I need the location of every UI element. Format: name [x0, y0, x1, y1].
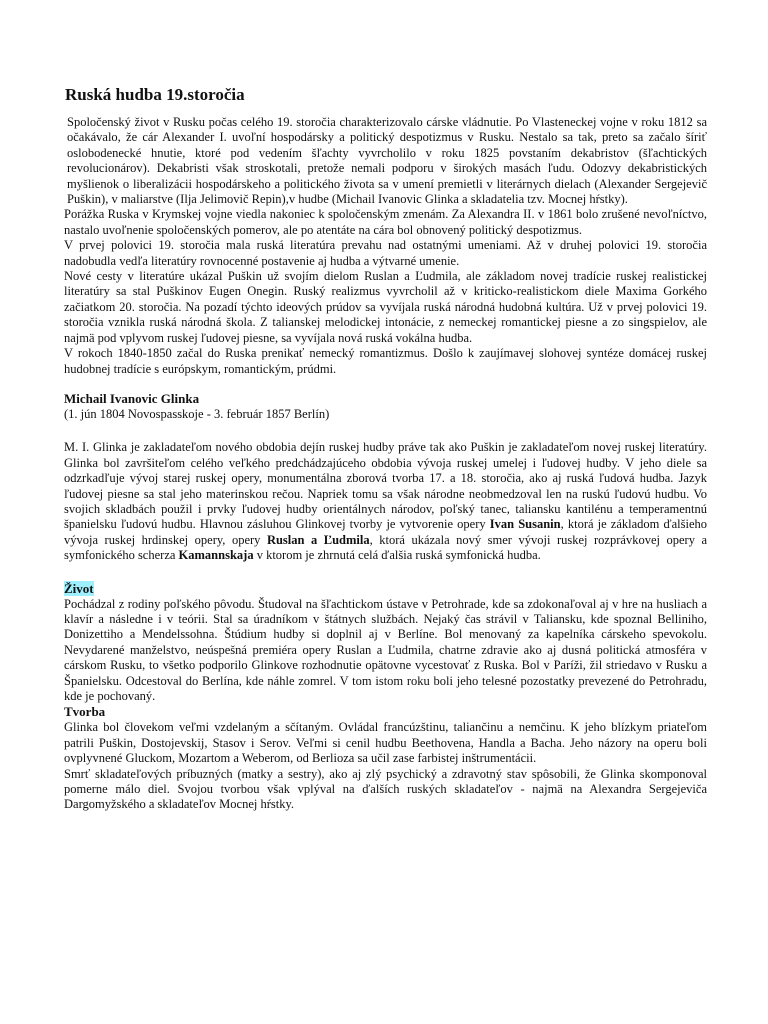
work-title-kamarinskaja: Kamannskaja: [178, 548, 254, 563]
bio-text: v ktorom je zhrnutá celá ďalšia ruská symfonická hudba.: [253, 548, 541, 563]
bio-text: , ktorá je základom ďalšieho vývoja ruskej hrdinskej opery, opery: [64, 517, 707, 547]
intro-paragraph: V prvej polovici 19. storočia mala ruská literatúra prevahu nad ostatnými umeniami. Až v druhej polovici 19. storočia nadobudla vedľa literatúry rovnocenné postavenie aj hudba a výtvarné umenie.: [64, 238, 707, 268]
opera-title-ruslan: Ruslan a Ľudmila: [266, 532, 370, 547]
glinka-bio: [64, 440, 707, 563]
document-content: [64, 84, 707, 813]
bio-text: , ktorá ukázala nový smer vývoji ruskej rozprávkovej opery a symfonického scherza: [64, 532, 708, 563]
spacer: [64, 564, 707, 581]
page-title: Ruská hudba 19.storočia: [65, 85, 245, 104]
bio-text: M. I. Glinka je zakladateľom nového obdobia dejín ruskej hudby práve tak ako Puškin je zakladateľom novej ruskej literatúry. Glinka bol završiteľom celého veľkého predchádzajúceho obdobia vývoja ruskej umelej i ľudovej hudby. V jeho diele sa odzrkadľuje vývoj starej ruskej opery, monumentálna zborová tvorba 17. a 18. storočia, ako aj ruská ľudová hudba. Jazyk ľudovej piesne sa stal jeho materinskou rečou. Napriek tomu sa však národne neobmedzoval len na ruskú ľudovú hudbu. Vo svojich skladbách použil i prvky ľudovej hudby orientálnych národov, poľský tanec, taliansku kantilénu a temperamentnú španielsku ľudovú hudbu. Hlavnou zásluhou Glinkovej tvorby je vytvorenie opery: [64, 440, 707, 532]
section-heading-glinka: Michail Ivanovic Glinka: [64, 390, 200, 406]
opera-title-ivan-susanin: Ivan Susanin: [489, 517, 561, 532]
spacer: [64, 422, 707, 440]
highlighted-heading: Život: [64, 580, 94, 596]
intro-paragraph: Nové cesty v literatúre ukázal Puškin už svojím dielom Ruslan a Ľudmila, ale základom novej tradície ruskej realistickej literatúry sa stal Puškinov Eugen Onegin. Ruský realizmus vyvrcholil až v kriticko-realistickom diele Maxima Gorkého začiatkom 20. storočia. Na pozadí týchto ideových prúdov sa vyvíjala ruská národná hudobná kultúra. Už v prvej polovici 19. storočia vznikla ruská národná škola. Z talianskej melodickej intonácie, z nemeckej romantickej piesne a zo singspielov, ale najmä pod vplyvom ruskej ľudovej piesne, sa vyvíjala nová ruská vokálna hudba.: [64, 269, 707, 345]
spacer: [64, 377, 707, 391]
tvorba-paragraph: Smrť skladateľových príbuzných (matky a sestry), ako aj zlý psychický a zdravotný stav spôsobili, že Glinka skomponoval pomerne málo diel. Svojou tvorbou však vplýval na ďalších ruských skladateľov - najmä na Alexandra Sergejeviča Dargomyžského a skladateľov Mocnej hŕstky.: [64, 766, 707, 812]
intro-paragraph: Spoločenský život v Rusku počas celého 19. storočia charakterizovalo cárske vládnutie. Po Vlasteneckej vojne v roku 1812 sa očakávalo, že cár Alexander I. uvoľní hospodársky a politický despotizmus v Rusku. Nestalo sa tak, preto sa začalo šíriť oslobodenecké hnutie, ktoré pod vedením šľachty vyvrcholilo v roku 1825 povstaním dekabristov (šľachtických revolucionárov). Dekabristi však stroskotali, pretože nemali podporu v širokých masách ľudu. Odozvy dekabristických myšlienok o liberalizácii hospodárskeho a politického života sa v umení premietli v literárnych dielach (Alexander Sergejevič Puškin), v maliarstve (Ilja Jelimovič Repin),v hudbe (Michail Ivanovic Glinka a skladatelia tzv. Mocnej hŕstky).: [67, 115, 707, 207]
zivot-paragraph: Pochádzal z rodiny poľského pôvodu. Študoval na šľachtickom ústave v Petrohrade, kde sa zdokonaľoval aj v hre na husliach a klavír a následne i v teórii. Stal sa úradníkom v štátnych službách. Nejaký čas strávil v Taliansku, kde spoznal Belliniho, Donizettiho a Mendelssohna. Štúdium hudby si doplnil aj v Berlíne. Bol menovaný za kapelníka cárskeho spevokolu. Nevydarené manželstvo, neúspešná premiéra opery Ruslan a Ľudmila, chatrne zdravie ako aj dusná politická atmosféra v cárskom Rusku, to všetko podporilo Glinkove rozhodnutie opätovne vycestovať z Ruska. Bol v Paríži, žil striedavo v Rusku a Španielsku. Odcestoval do Berlína, kde náhle zomrel. V tom istom roku boli jeho telesné pozostatky prevezené do Petrohradu, kde je pochovaný.: [64, 596, 707, 703]
tvorba-paragraph: Glinka bol človekom veľmi vzdelaným a sčítaným. Ovládal francúzštinu, taliančinu a nemčinu. K jeho blízkym priateľom patrili Puškin, Dostojevskij, Stasov i Serov. Veľmi si cenil hudbu Beethovena, Handla a Bacha. Jeho názory na operu boli ovplyvnené Gluckom, Mozartom a Weberom, od Berlioza sa učil zase farbistej inštrumentácii.: [64, 720, 707, 766]
intro-paragraph: Porážka Ruska v Krymskej vojne viedla nakoniec k spoločenským zmenám. Za Alexandra II. v 1861 bolo zrušené nevoľníctvo, nastalo uvoľnenie spoločenských pomerov, ale po atentáte na cára bol obnovený politický despotizmus.: [64, 207, 707, 237]
section-heading-tvorba: Tvorba: [64, 704, 106, 720]
intro-paragraph: V rokoch 1840-1850 začal do Ruska prenikať nemecký romantizmus. Došlo k zaujímavej slohovej syntéze domácej ruskej hudobnej tradície s európskym, romantickým, prúdmi.: [64, 346, 707, 376]
section-heading-zivot: [64, 581, 707, 597]
glinka-dates: (1. jún 1804 Novospasskoje - 3. február 1857 Berlín): [64, 406, 330, 421]
